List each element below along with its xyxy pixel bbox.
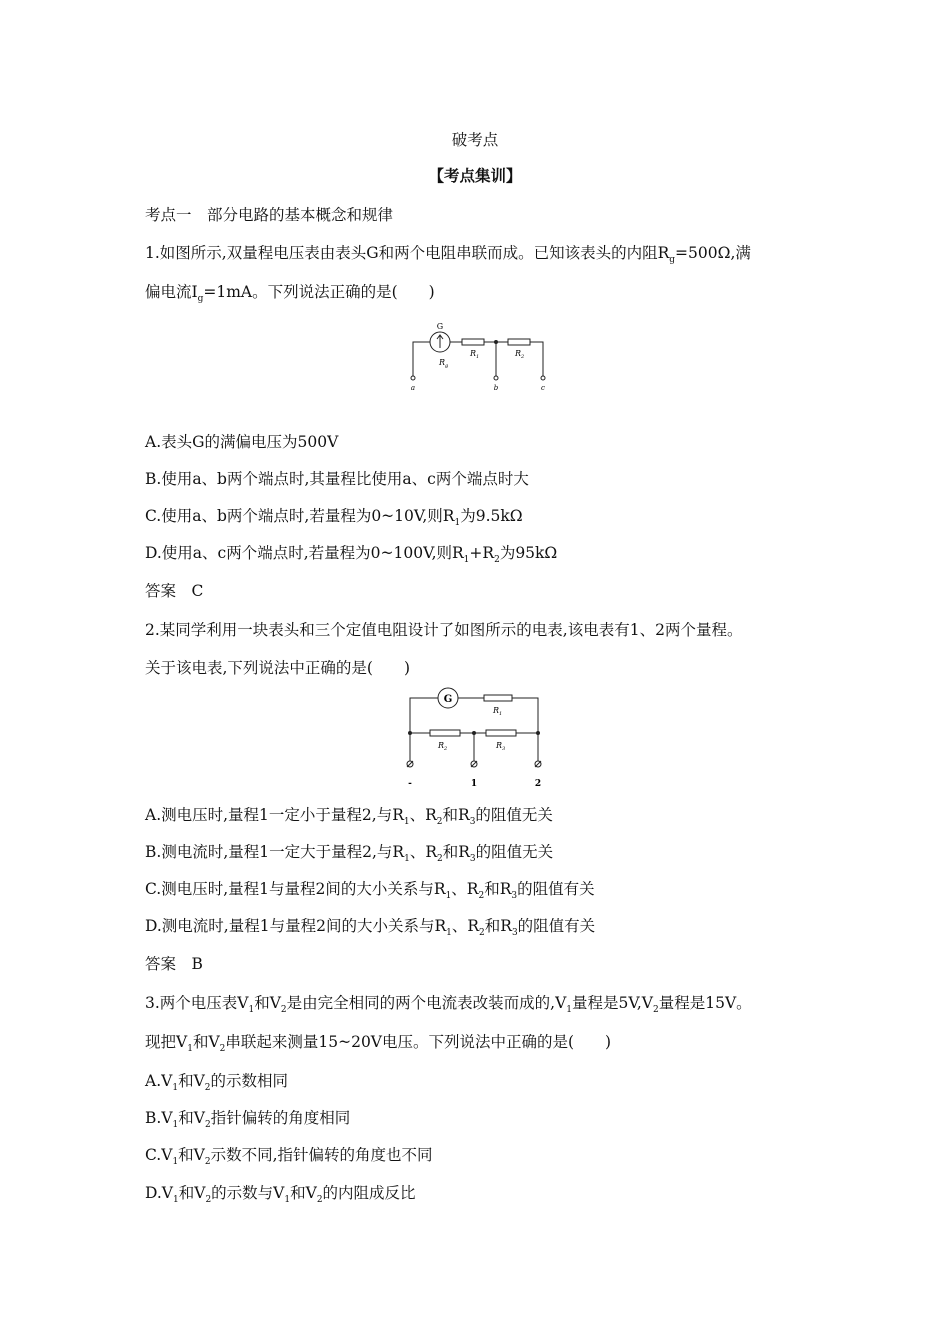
q3-option-c: $C.V_1$和$V_2$示数不同,指针偏转的角度也不同 [145, 1146, 433, 1168]
q1-terminal-b: b [493, 384, 499, 392]
q2-stem-line2: 关于该电表,下列说法中正确的是( ) [145, 659, 411, 677]
q3-option-b: $B.V_1$和$V_2$指针偏转的角度相同 [145, 1109, 351, 1131]
q2-option-d: D.测电流时,量程1与量程2间的大小关系与$R_1$、$R_2$和$R_3$的阻值有关 [145, 917, 596, 939]
q2-terminal-2: 2 [534, 779, 542, 789]
topic-heading: 考点一 部分电路的基本概念和规律 [145, 206, 394, 224]
q1-rg-label: $R_g$ [439, 358, 449, 369]
q2-stem-line1: 2.某同学利用一块表头和三个定值电阻设计了如图所示的电表,该电表有1、2两个量程。 [145, 621, 743, 639]
q3-stem-line1: 3.两个电压表$V_1$和$V_2$是由完全相同的两个电流表改装而成的$,V_1$量程是$5V,V_2$量程是15V。 [145, 994, 752, 1016]
q1-stem-line2: 偏电流$I_g=1mA$。下列说法正确的是( ) [145, 283, 435, 305]
q2-terminal-minus: - [408, 779, 412, 789]
q2-r3-label: $R_3$ [496, 741, 506, 752]
q1-stem-line1: 1.如图所示,双量程电压表由表头G和两个电阻串联而成。已知该表头的内阻$R_g=500\Omega$,满 [145, 244, 751, 266]
q1-terminal-c: c [541, 384, 545, 392]
q3-stem-line2: 现把$V_1$和$V_2$串联起来测量15~20V电压。下列说法中正确的是( ) [145, 1033, 612, 1055]
q1-circuit-diagram [400, 318, 560, 396]
q2-circuit-diagram [400, 686, 560, 792]
q2-r1-label: $R_1$ [493, 706, 503, 717]
q2-answer: 答案 B [145, 955, 203, 973]
q1-answer: 答案 C [145, 582, 204, 600]
q2-g-label: G [443, 694, 453, 705]
q2-option-b: B.测电流时,量程1一定大于量程2,与$R_1$、$R_2$和$R_3$的阻值无关 [145, 843, 554, 865]
q1-option-c: C.使用a、b两个端点时,若量程为0~10V,则$R_1$为9.5kΩ [145, 507, 523, 529]
q1-option-b: B.使用a、b两个端点时,其量程比使用a、c两个端点时大 [145, 470, 529, 488]
q1-r1-label: $R_1$ [470, 349, 480, 360]
q1-g-label: G [436, 322, 444, 331]
page-title: 破考点 [451, 131, 499, 149]
q3-option-d: $D.V_1$和$V_2$的示数与$V_1$和$V_2$的内阻成反比 [145, 1184, 416, 1206]
q2-terminal-1: 1 [470, 779, 478, 789]
q3-option-a: $A.V_1$和$V_2$的示数相同 [145, 1072, 289, 1094]
q2-r2-label: $R_2$ [438, 741, 448, 752]
q1-option-a: A.表头G的满偏电压为500V [145, 433, 339, 451]
q1-terminal-a: a [410, 384, 416, 392]
q2-option-a: A.测电压时,量程1一定小于量程2,与$R_1$、$R_2$和$R_3$的阻值无关 [145, 806, 553, 828]
q2-option-c: C.测电压时,量程1与量程2间的大小关系与$R_1$、$R_2$和$R_3$的阻值有关 [145, 880, 595, 902]
q1-r2-label: $R_2$ [515, 349, 525, 360]
q1-option-d: D.使用a、c两个端点时,若量程为0~100V,则$R_1+R_2$为95kΩ [145, 544, 558, 566]
section-heading: 【考点集训】 [428, 166, 522, 185]
